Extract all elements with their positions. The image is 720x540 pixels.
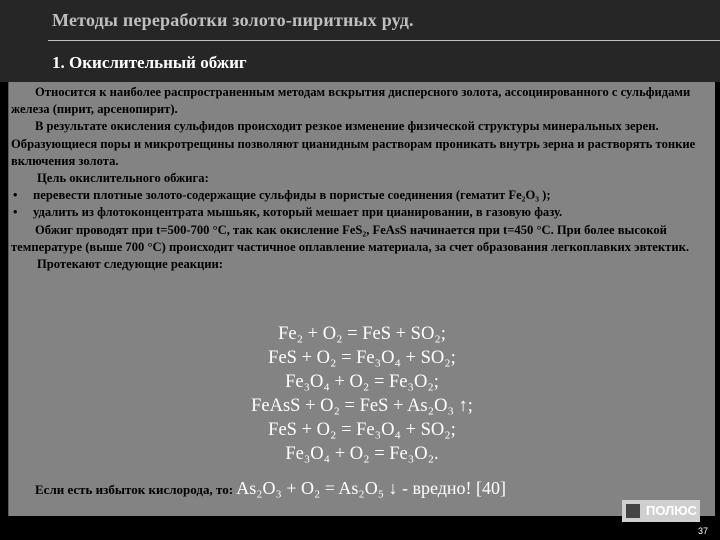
conclusion-formula: As₂O₃ + O₂ = As₂O₅ ↓ - вредно! [40]	[236, 478, 506, 498]
paragraph-structure: В результате окисления сульфидов происходит резкое изменение физической структуры минеральных зерен. Образующиеся поры и микротрещины позволяют цианидным растворам проникать внутрь зерна и растворять тонкие включения золота.	[11, 119, 696, 168]
page-number: 37	[697, 526, 708, 536]
header-divider	[48, 40, 720, 41]
bullet-text: перевести плотные золото-содержащие сульфиды в пористые соединения (гематит Fe₂O₃ );	[33, 188, 551, 203]
company-logo	[622, 500, 700, 522]
conclusion-line	[35, 478, 506, 499]
goal-heading: Цель окислительного обжига:	[37, 171, 209, 186]
reaction-equations	[9, 322, 715, 466]
conclusion-lead: Если есть избыток кислорода, то:	[35, 482, 237, 497]
equation-line: Fe₃O₄ + O₂ = Fe₃O₂.	[285, 444, 439, 464]
bullet-text: удалить из флотоконцентрата мышьяк, который мешает при цианировании, в газовую фазу.	[33, 205, 563, 220]
equation-line: Fe₂ + O₂ = FeS + SO₂;	[278, 324, 446, 344]
company-logo-icon	[626, 504, 640, 518]
paragraph-intro: Относится к наиболее распространенным методам вскрытия дисперсного золота, ассоциированного с сульфидами железа (пирит, арсенопирит).	[11, 85, 691, 117]
equation-line: FeS + O₂ = Fe₃O₄ + SO₂;	[268, 348, 456, 368]
content-panel	[8, 82, 715, 516]
body-text	[11, 84, 713, 273]
equation-line: Fe₃O₄ + O₂ = Fe₃O₂;	[285, 372, 439, 392]
slide-header	[0, 0, 720, 82]
slide-subtitle: 1. Окислительный обжиг	[52, 53, 247, 72]
bullet-item	[11, 187, 713, 204]
bullet-icon: •	[13, 205, 18, 220]
bullet-icon: •	[13, 188, 18, 203]
slide-title: Методы переработки золото-пиритных руд.	[52, 10, 414, 30]
reactions-heading: Протекают следующие реакции:	[37, 257, 223, 272]
equation-line: FeS + O₂ = Fe₃O₄ + SO₂;	[268, 420, 456, 440]
paragraph-temperature: Обжиг проводят при t=500-700 °С, так как окисление FeS₂, FeAsS начинается при t=450 °С. При более высокой температуре (выше 700 °С) происходит частичное оплавление материала, за счет образования легкоплавких эвтектик.	[11, 222, 689, 254]
equation-line: FeAsS + O₂ = FeS + As₂O₃ ↑;	[251, 396, 473, 416]
logo-text: ПОЛЮС	[646, 503, 697, 518]
bullet-item	[11, 204, 713, 221]
